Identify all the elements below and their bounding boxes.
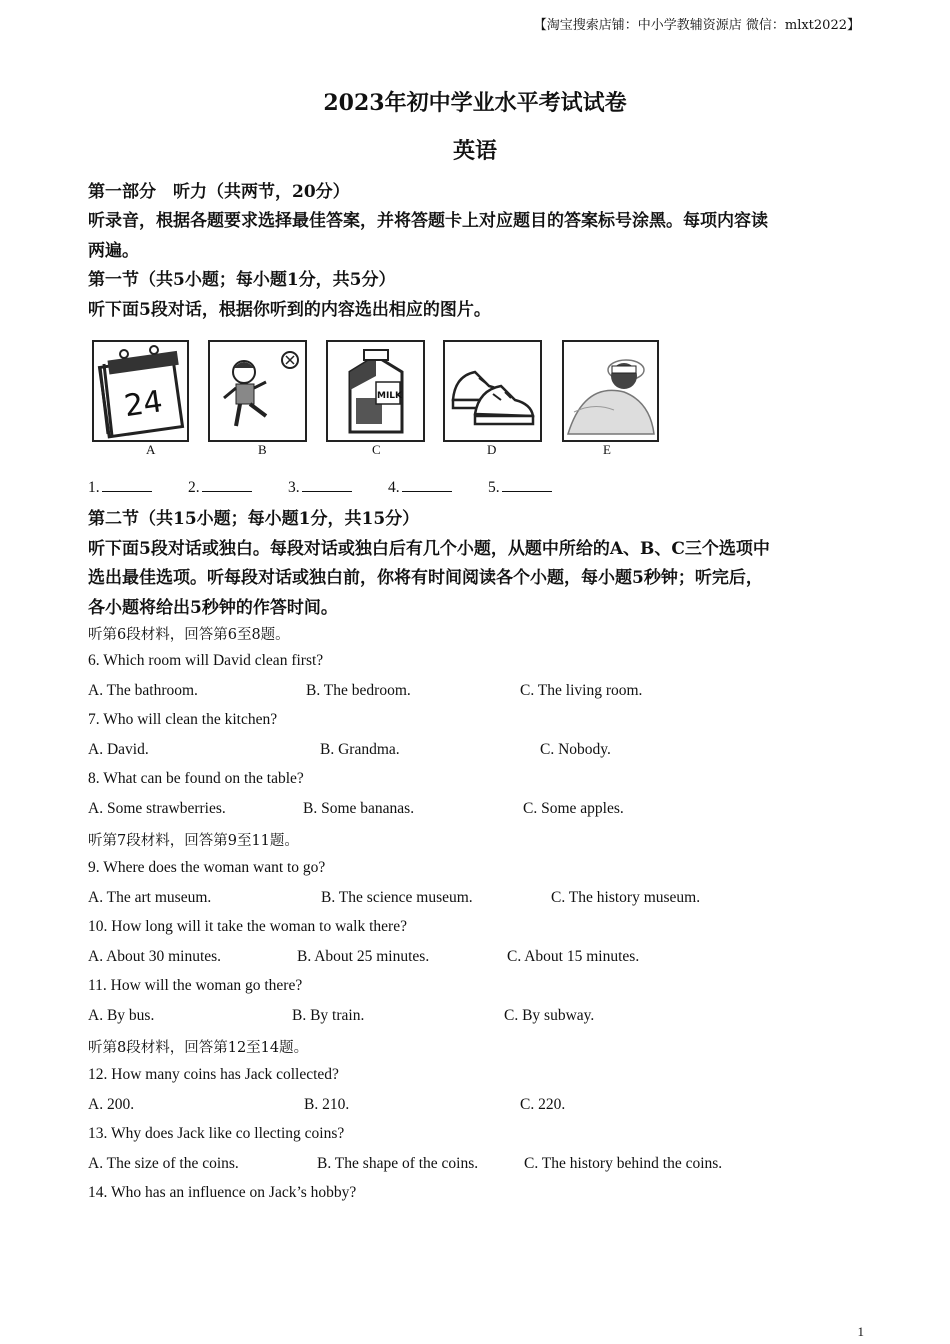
- milk-label: MILK: [377, 391, 403, 401]
- option-11c[interactable]: C. By subway.: [504, 1007, 595, 1024]
- option-9b[interactable]: B. The science museum.: [321, 889, 473, 906]
- question-7: 7. Who will clean the kitchen?: [88, 711, 278, 728]
- material-6-note: 听第6段材料，回答第6至8题。: [88, 627, 290, 643]
- question-9: 9. Where does the woman want to go?: [88, 859, 326, 876]
- question-14: 14. Who has an influence on Jack’s hobby?: [88, 1184, 357, 1201]
- section2-heading: 第二节（共15小题；每小题1分，共15分）: [88, 509, 420, 529]
- part1-heading: 第一部分 听力（共两节，20分）: [88, 182, 350, 202]
- option-7a[interactable]: A. David.: [88, 741, 149, 758]
- question-13: 13. Why does Jack like co llecting coins?: [88, 1125, 345, 1142]
- option-9c[interactable]: C. The history museum.: [551, 889, 701, 906]
- picture-a-calendar-icon: [92, 340, 189, 442]
- calendar-number: 24: [122, 384, 165, 425]
- section2-instruction-3: 各小题将给出5秒钟的作答时间。: [88, 598, 338, 618]
- picture-d-letter: D: [487, 442, 497, 457]
- picture-b-letter: B: [258, 442, 267, 457]
- picture-e-sick-person-icon: [562, 340, 659, 442]
- option-8b[interactable]: B. Some bananas.: [303, 800, 415, 817]
- picture-b-football-icon: [208, 340, 307, 442]
- part1-instruction-2: 两遍。: [88, 241, 139, 261]
- answer-blank-1[interactable]: 1.: [88, 477, 152, 497]
- option-6a[interactable]: A. The bathroom.: [88, 682, 198, 699]
- option-12c[interactable]: C. 220.: [520, 1096, 566, 1113]
- option-7c[interactable]: C. Nobody.: [540, 741, 611, 758]
- picture-e-letter: E: [603, 442, 611, 457]
- option-11a[interactable]: A. By bus.: [88, 1007, 155, 1024]
- header-note: 【淘宝搜索店铺：中小学教辅资源店 微信：mlxt2022】: [533, 18, 860, 33]
- answer-blank-5[interactable]: 5.: [488, 477, 552, 497]
- section2-instruction-1: 听下面5段对话或独白。每段对话或独白后有几个小题，从题中所给的A、B、C三个选项中: [88, 539, 770, 559]
- question-11: 11. How will the woman go there?: [88, 977, 303, 994]
- option-9a[interactable]: A. The art museum.: [88, 889, 212, 906]
- option-13c[interactable]: C. The history behind the coins.: [524, 1155, 723, 1172]
- option-7b[interactable]: B. Grandma.: [320, 741, 400, 758]
- option-12b[interactable]: B. 210.: [304, 1096, 350, 1113]
- option-11b[interactable]: B. By train.: [292, 1007, 365, 1024]
- option-8c[interactable]: C. Some apples.: [523, 800, 624, 817]
- material-7-note: 听第7段材料，回答第9至11题。: [88, 833, 299, 849]
- part1-instruction-1: 听录音，根据各题要求选择最佳答案，并将答题卡上对应题目的答案标号涂黑。每项内容读: [88, 211, 768, 231]
- answer-blank-3[interactable]: 3.: [288, 477, 352, 497]
- material-8-note: 听第8段材料，回答第12至14题。: [88, 1040, 309, 1056]
- picture-c-milk-icon: [326, 340, 425, 442]
- question-10: 10. How long will it take the woman to walk there?: [88, 918, 407, 935]
- question-6: 6. Which room will David clean first?: [88, 652, 324, 669]
- option-10c[interactable]: C. About 15 minutes.: [507, 948, 640, 965]
- section1-instruction: 听下面5段对话，根据你听到的内容选出相应的图片。: [88, 300, 491, 320]
- option-13a[interactable]: A. The size of the coins.: [88, 1155, 239, 1172]
- option-6c[interactable]: C. The living room.: [520, 682, 643, 699]
- answer-blank-2[interactable]: 2.: [188, 477, 252, 497]
- option-10b[interactable]: B. About 25 minutes.: [297, 948, 430, 965]
- picture-a-letter: A: [146, 442, 156, 457]
- section2-instruction-2: 选出最佳选项。听每段对话或独白前，你将有时间阅读各个小题，每小题5秒钟；听完后，: [88, 568, 763, 588]
- option-6b[interactable]: B. The bedroom.: [306, 682, 411, 699]
- section1-heading: 第一节（共5小题；每小题1分，共5分）: [88, 270, 396, 290]
- question-8: 8. What can be found on the table?: [88, 770, 304, 787]
- option-8a[interactable]: A. Some strawberries.: [88, 800, 226, 817]
- picture-d-sneakers-icon: [443, 340, 542, 442]
- option-10a[interactable]: A. About 30 minutes.: [88, 948, 222, 965]
- option-12a[interactable]: A. 200.: [88, 1096, 135, 1113]
- page-number: 1: [857, 1324, 864, 1339]
- subject-title: 英语: [452, 138, 497, 164]
- option-13b[interactable]: B. The shape of the coins.: [317, 1155, 479, 1172]
- exam-title: 2023年初中学业水平考试试卷: [323, 90, 627, 116]
- answer-blank-4[interactable]: 4.: [388, 477, 452, 497]
- question-12: 12. How many coins has Jack collected?: [88, 1066, 339, 1083]
- picture-c-letter: C: [372, 442, 381, 457]
